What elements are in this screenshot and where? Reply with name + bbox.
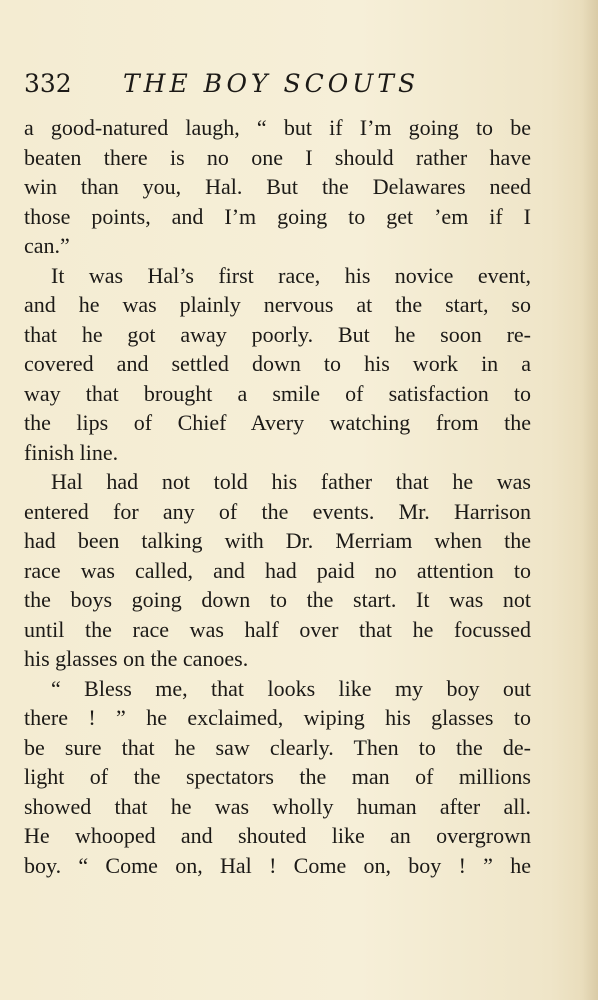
text-line: boy. “ Come on, Hal ! Come on, boy ! ” he [24, 852, 531, 878]
text-line: and he was plainly nervous at the start, so [24, 292, 531, 317]
text-line: He whooped and shouted like an overgrown [24, 823, 531, 848]
running-head: THE BOY SCOUTS [123, 69, 420, 98]
text-line: those points, and I’m going to get ’em if I [24, 203, 531, 229]
text-line: until the race was half over that he focussed [24, 616, 531, 642]
text-line: finish line. [24, 439, 119, 465]
text-line: the boys going down to the start. It was not [24, 587, 531, 612]
text-line: that he got away poorly. But he soon re- [24, 321, 531, 347]
body-text [24, 113, 531, 880]
text-line: way that brought a smile of satisfaction to [24, 380, 531, 406]
text-line: It was Hal’s first race, his novice event, [51, 262, 531, 288]
page-number: 332 [24, 69, 72, 98]
text-line: the lips of Chief Avery watching from the [24, 410, 531, 435]
text-line: entered for any of the events. Mr. Harrison [24, 498, 531, 524]
text-line: his glasses on the canoes. [24, 646, 249, 671]
text-line: showed that he was wholly human after all. [24, 793, 531, 819]
text-line: a good-natured laugh, “ but if I’m going to be [24, 115, 531, 140]
text-line: can.” [24, 233, 70, 258]
page-edge-shadow [582, 0, 598, 1000]
text-line: had been talking with Dr. Merriam when the [24, 528, 531, 553]
text-line: “ Bless me, that looks like my boy out [51, 675, 531, 701]
text-line: covered and settled down to his work in a [24, 351, 531, 376]
text-line: light of the spectators the man of millions [24, 764, 531, 789]
text-line: be sure that he saw clearly. Then to the de- [24, 734, 531, 760]
page-header [24, 66, 564, 102]
text-line: Hal had not told his father that he was [51, 469, 531, 494]
text-line: beaten there is no one I should rather have [24, 144, 531, 170]
text-line: race was called, and had paid no attention to [24, 557, 531, 583]
text-line: there ! ” he exclaimed, wiping his glasses to [24, 705, 531, 730]
text-line: win than you, Hal. But the Delawares need [24, 174, 531, 199]
